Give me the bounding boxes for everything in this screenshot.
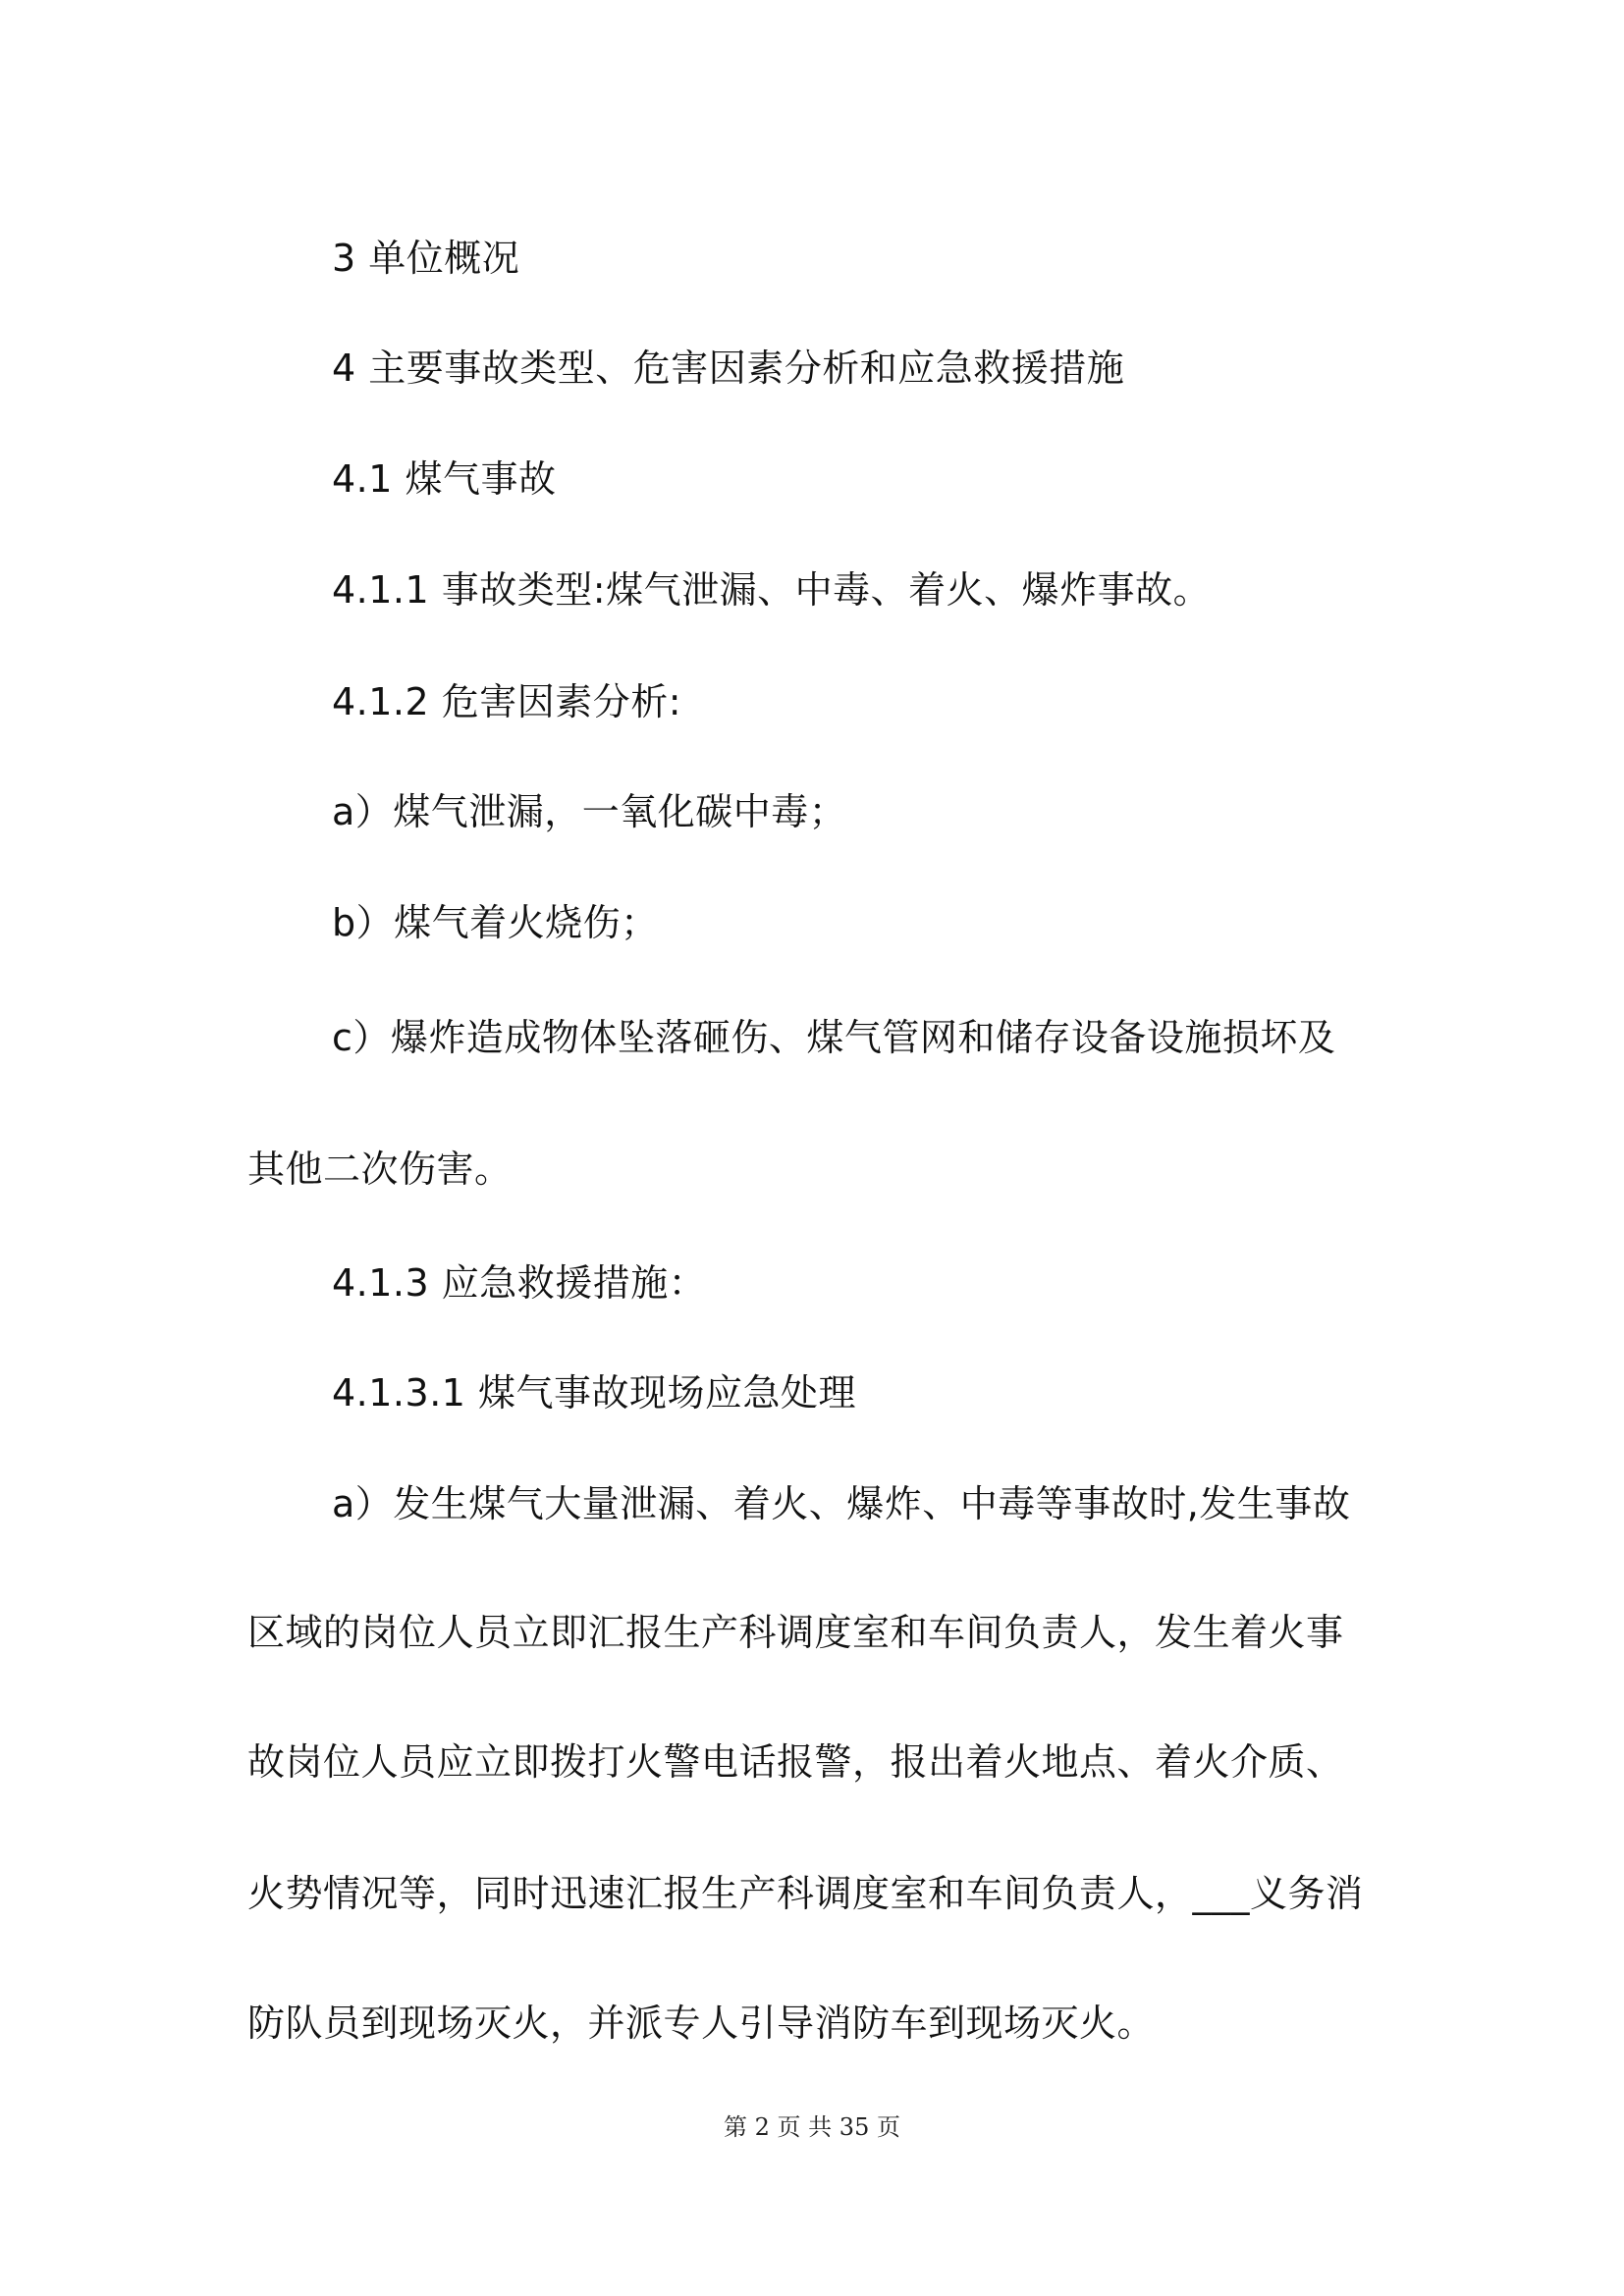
paragraph-line: 故岗位人员应立即拨打火警电话报警，报出着火地点、着火介质、 [247, 1740, 1344, 1784]
paragraph-line: 火势情况等，同时迅速汇报生产科调度室和车间负责人，___义务消 [247, 1872, 1364, 1915]
list-item: b）煤气着火烧伤； [332, 901, 659, 944]
paragraph-line: 防队员到现场灭火，并派专人引导消防车到现场灭火。 [247, 2002, 1156, 2045]
paragraph-line: 4.1.3.1 煤气事故现场应急处理 [332, 1371, 857, 1415]
section-heading-4: 4 主要事故类型、危害因素分析和应急救援措施 [332, 347, 1125, 390]
page-number-footer: 第 2 页 共 35 页 [724, 2113, 900, 2141]
list-item: a）发生煤气大量泄漏、着火、爆炸、中毒等事故时,发生事故 [332, 1482, 1351, 1525]
paragraph-line: 4.1.3 应急救援措施： [332, 1261, 707, 1305]
paragraph-line: 其他二次伤害。 [247, 1148, 513, 1191]
subsection-heading-4-1: 4.1 煤气事故 [332, 457, 557, 501]
section-heading-3: 3 单位概况 [332, 237, 520, 280]
paragraph-line: 4.1.1 事故类型:煤气泄漏、中毒、着火、爆炸事故。 [332, 568, 1212, 612]
list-item: c）爆炸造成物体坠落砸伤、煤气管网和储存设备设施损坏及 [332, 1016, 1336, 1059]
paragraph-line: 区域的岗位人员立即汇报生产科调度室和车间负责人，发生着火事 [247, 1611, 1344, 1654]
paragraph-line: 4.1.2 危害因素分析: [332, 680, 682, 723]
list-item: a）煤气泄漏，一氧化碳中毒； [332, 790, 847, 833]
